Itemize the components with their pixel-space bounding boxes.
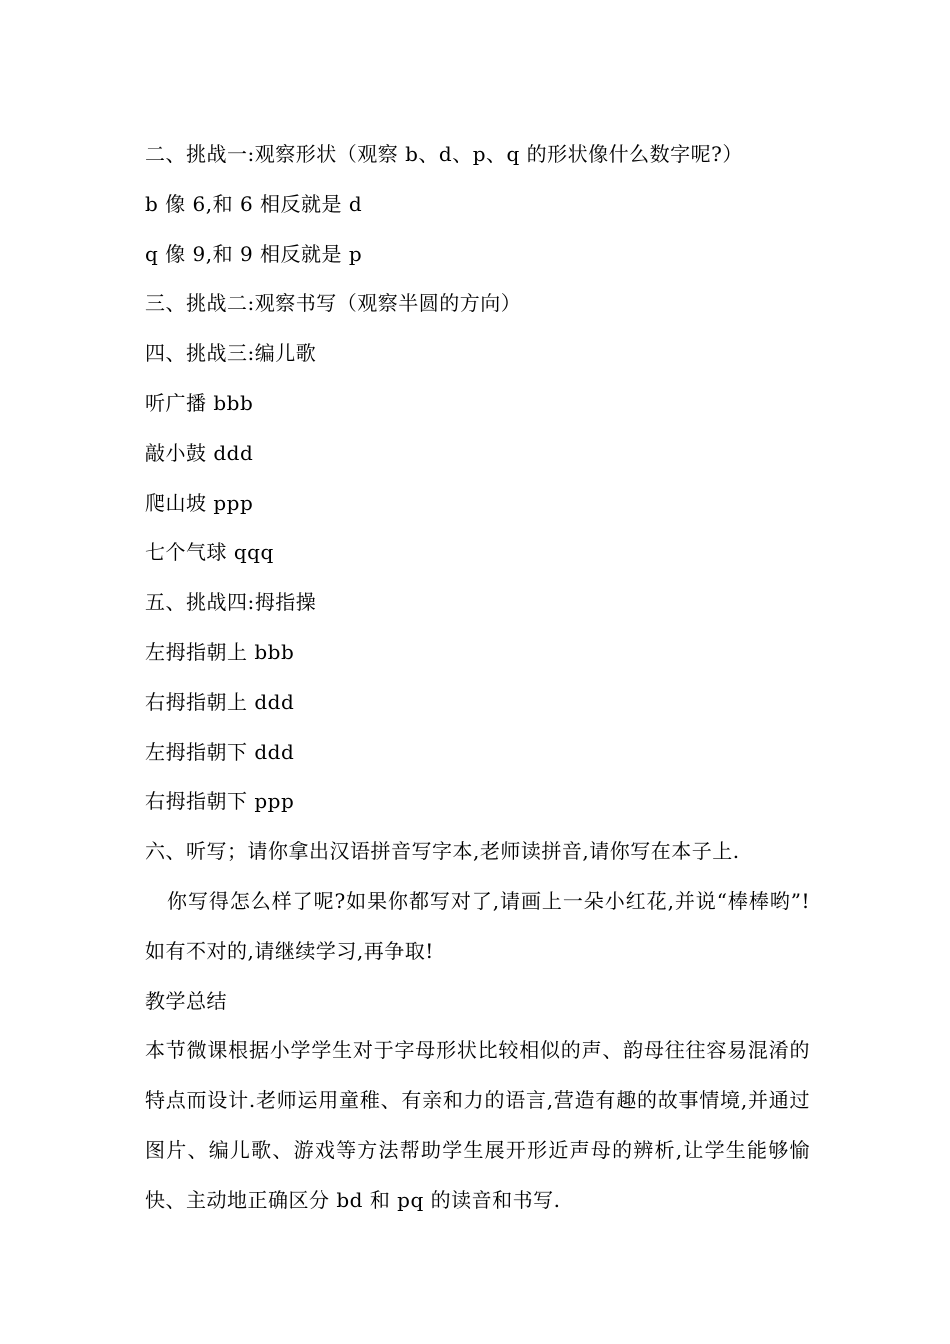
challenge-3-heading: 四、挑战三:编儿歌 <box>145 341 317 366</box>
thumb-exercise-line: 右拇指朝上 ddd <box>145 689 295 714</box>
challenge-4-heading: 五、挑战四:拇指操 <box>145 590 317 615</box>
thumb-exercise-line: 右拇指朝下 ppp <box>145 789 295 814</box>
encouragement-paragraph: 你写得怎么样了呢?如果你都写对了,请画上一朵小红花,并说“棒棒哟”!如有不对的,请继续学习,再争取! <box>145 888 810 963</box>
thumb-exercise-line: 左拇指朝上 bbb <box>145 639 295 664</box>
text-line: q 像 9,和 9 相反就是 p <box>145 241 363 266</box>
dictation-heading: 六、听写；请你拿出汉语拼音写字本,老师读拼音,请你写在本子上. <box>145 839 740 864</box>
challenge-2-heading: 三、挑战二:观察书写（观察半圆的方向） <box>145 291 522 316</box>
challenge-1-heading: 二、挑战一:观察形状（观察 b、d、p、q 的形状像什么数字呢?） <box>145 142 743 166</box>
thumb-exercise-line: 左拇指朝下 ddd <box>145 739 295 764</box>
rhyme-line: 听广播 bbb <box>145 390 254 415</box>
text-line: b 像 6,和 6 相反就是 d <box>145 191 363 216</box>
rhyme-line: 敲小鼓 ddd <box>145 440 254 465</box>
summary-paragraph: 本节微课根据小学学生对于字母形状比较相似的声、韵母往往容易混淆的特点而设计.老师运用童稚、有亲和力的语言,营造有趣的故事情境,并通过图片、编儿歌、游戏等方法帮助学生展开形近声母的辨析,让学生能够愉快、主动地正确区分 bd 和 pq 的读音和书写. <box>145 1038 810 1212</box>
summary-heading: 教学总结 <box>145 988 227 1013</box>
rhyme-line: 爬山坡 ppp <box>145 490 254 515</box>
document-body <box>145 130 810 1226</box>
rhyme-line: 七个气球 qqq <box>145 540 274 565</box>
